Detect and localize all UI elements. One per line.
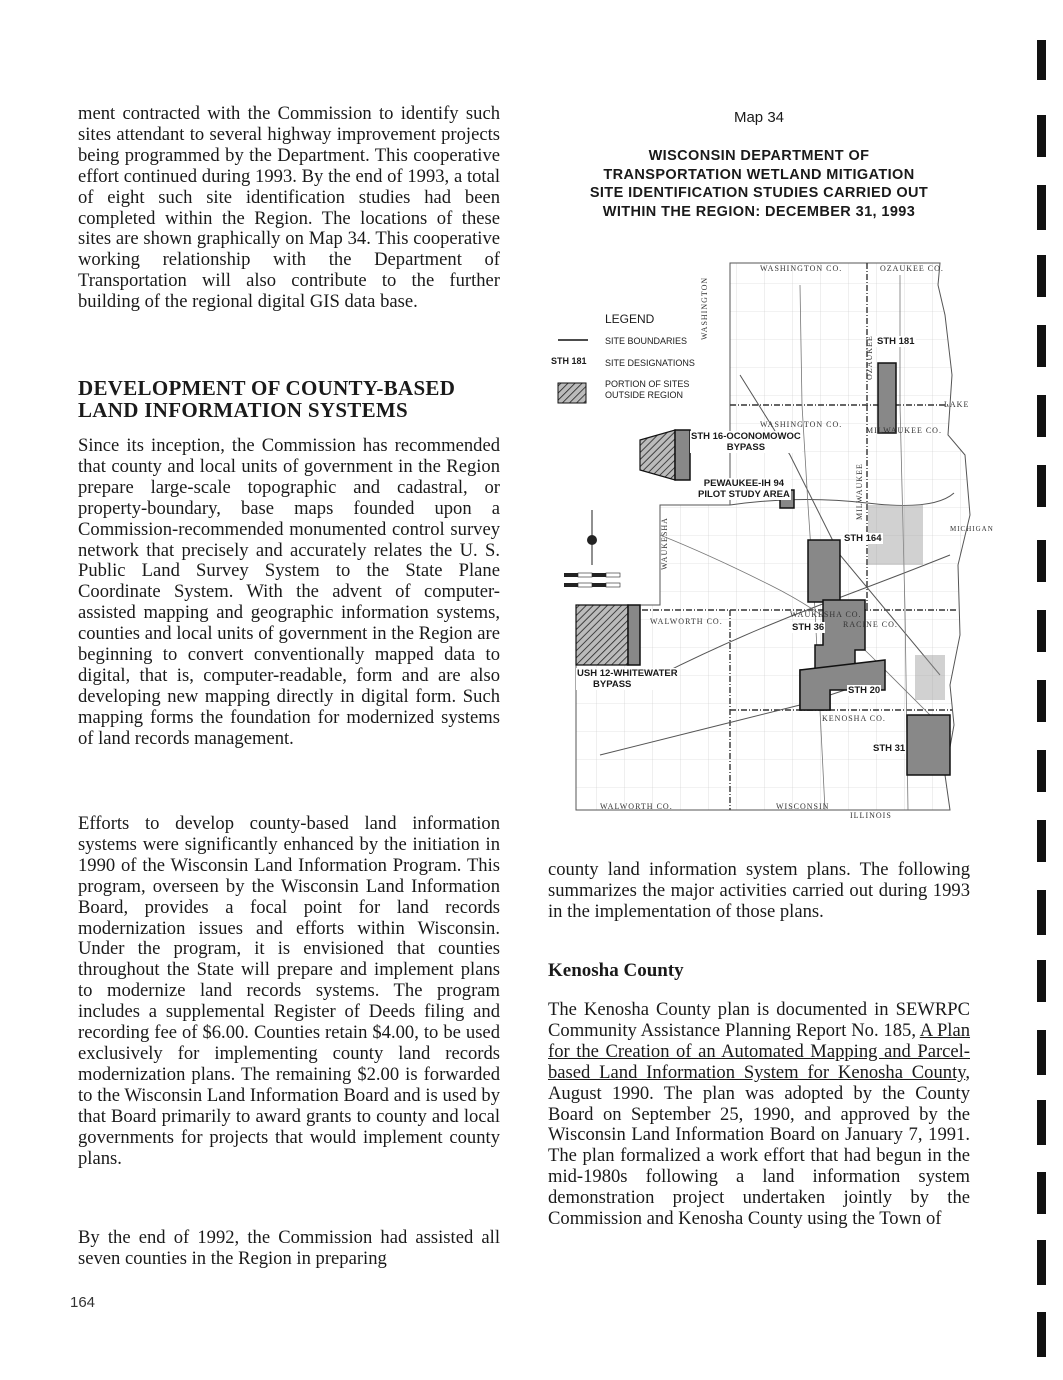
binder-mark: [1037, 395, 1046, 437]
site-label-ush12: [576, 668, 679, 690]
paragraph-inception: Since its inception, the Commission has recommended that county and local units of government in the Region prepare large-scale topographic and cadastral, or property-boundary, base maps founded upon a Commission-recommended monumented control survey network that precisely and accurately relates the U. S. Public Land Survey System to the State Plane Coordinate System. With the advent of computer-assisted mapping and geographic information systems, counties and local units of government in the Region are beginning to convert conventionally mapped data to digital, that is, computer-readable, form and are also developing new mapping directly in digital form. Such mapping forms the foundation for modernized systems of land records management.: [78, 435, 500, 749]
site-label-sth181: STH 181: [877, 336, 915, 347]
map-number: Map 34: [733, 109, 785, 126]
binder-mark: [1037, 40, 1046, 80]
urban-area: [915, 655, 945, 700]
site-sth16: [675, 430, 690, 480]
heading-line-1: DEVELOPMENT OF COUNTY-BASED: [78, 376, 456, 400]
map-title-line-2: TRANSPORTATION WETLAND MITIGATION: [603, 166, 915, 183]
section-heading: [78, 377, 508, 421]
binder-mark: [1037, 1312, 1046, 1357]
legend-outside: [605, 379, 689, 401]
binder-mark: [1037, 255, 1046, 297]
site-label-sth16-line-2: BYPASS: [726, 442, 766, 453]
binder-mark: [1037, 115, 1046, 157]
binder-mark: [1037, 540, 1046, 582]
binder-mark: [1037, 465, 1046, 507]
binder-mark: [1037, 325, 1046, 367]
kenosha-heading: Kenosha County: [548, 960, 684, 981]
binder-mark: [1037, 750, 1046, 792]
county-label: MICHIGAN: [950, 525, 994, 533]
paragraph-county-plans: county land information system plans. The following summarizes the major activities carried out during 1993 in the implementation of those plans.: [548, 859, 970, 922]
page-number: 164: [70, 1294, 96, 1311]
site-label-sth16-line-1: STH 16-OCONOMOWOC: [691, 431, 801, 442]
site-label-ush12-line-1: USH 12-WHITEWATER: [577, 668, 678, 679]
kenosha-text-end: , August 1990. The plan was adopted by the County Board on September 25, 1990, and approved by the Wisconsin Land Information Board on January 7, 1991. The plan formalized a work effort that had begun in the mid-1980s following a land information system demonstration project undertaken jointly by the Commission and Kenosha County using the Town of: [548, 1061, 970, 1230]
paragraph-intro: ment contracted with the Commission to identify such sites attendant to several highway improvement projects being programmed by the Department. This cooperative effort continued during 1993. By the end of 1993, a total of eight such site identification studies had been completed within the Region. The locations of these sites are shown graphically on Map 34. This cooperative working relationship with the Department of Transportation will also contribute to the further building of the regional digital GIS data base.: [78, 103, 500, 313]
scale-bar: [564, 573, 620, 587]
county-label: WALWORTH CO.: [650, 617, 723, 626]
binder-mark: [1037, 960, 1046, 1002]
site-label-pewaukee-line-1: PEWAUKEE-IH 94: [703, 478, 785, 489]
binder-mark: [1037, 1172, 1046, 1214]
county-label: WAUKESHA CO.: [790, 610, 862, 619]
site-sth31: [907, 715, 950, 775]
kenosha-text-start: The Kenosha County plan is documented in SEWRPC Community Assistance Planning Report No. 185,: [548, 999, 970, 1041]
binder-mark: [1037, 610, 1046, 652]
site-label-sth36: STH 36: [792, 622, 825, 633]
county-label: OZAUKEE: [865, 335, 874, 380]
legend-outside-line-2: OUTSIDE REGION: [605, 390, 684, 400]
legend-site-boundaries: SITE BOUNDARIES: [605, 336, 688, 346]
binder-mark: [1037, 1240, 1046, 1285]
legend-designation-sample: STH 181: [551, 356, 587, 366]
binder-mark: [1037, 890, 1046, 935]
paragraph-1992: By the end of 1992, the Commission had assisted all seven counties in the Region in preparing: [78, 1227, 500, 1269]
site-ush12-outside: [576, 605, 628, 665]
site-label-pewaukee-line-2: PILOT STUDY AREA: [698, 489, 790, 500]
legend-outside-sample: [558, 383, 586, 403]
map-title-line-1: WISCONSIN DEPARTMENT OF: [648, 148, 870, 164]
county-label: WASHINGTON: [700, 276, 709, 340]
kenosha-report-title: A Plan for the Creation of an Automated Mapping and Parcel-based Land Information System for Kenosha County: [548, 1019, 971, 1083]
paragraph-kenosha: [548, 1000, 970, 1230]
binder-mark: [1037, 185, 1046, 230]
binder-mark: [1037, 1100, 1046, 1145]
site-sth16-outside: [640, 430, 675, 480]
site-label-sth16: [690, 431, 802, 453]
county-label: KENOSHA CO.: [822, 714, 886, 723]
county-label: WISCONSIN: [776, 802, 830, 811]
legend-title: LEGEND: [605, 312, 655, 326]
county-label: ILLINOIS: [850, 811, 892, 820]
paragraph-wlip: Efforts to develop county-based land information systems were significantly enhanced by the initiation in 1990 of the Wisconsin Land Information Program. This program, overseen by the Wisconsin Land Information Board, provides a focal point for land records modernization issues and efforts within Wisconsin. Under the program, it is envisioned that counties throughout the State will prepare and implement plans to modernize land records systems. The program includes a supplemental Register of Deeds filing and recording fee of $6.00. Counties retain $4.00, to be used exclusively for implementing county land records modernization plans. The remaining $2.00 is forwarded to the Wisconsin Land Information Board and is used by that Board primarily to award grants to county and local governments for projects that would implement county plans.: [78, 813, 500, 1169]
map-title: [548, 147, 970, 221]
site-ush12: [628, 605, 640, 665]
site-label-sth31: STH 31: [873, 743, 906, 754]
binder-mark: [1037, 680, 1046, 722]
county-label: MILWAUKEE CO.: [866, 426, 942, 435]
county-label: WALWORTH CO.: [600, 802, 673, 811]
site-sth164: [808, 540, 840, 602]
legend-outside-line-1: PORTION OF SITES: [605, 379, 690, 389]
site-sth181: [878, 363, 896, 433]
binder-mark: [1037, 1030, 1046, 1075]
map-title-line-4: WITHIN THE REGION: DECEMBER 31, 1993: [602, 203, 916, 220]
site-label-ush12-line-2: BYPASS: [593, 679, 632, 690]
county-label: WAUKESHA: [660, 517, 669, 570]
county-label: WASHINGTON CO.: [760, 264, 843, 273]
legend-site-designations: SITE DESIGNATIONS: [605, 358, 695, 368]
county-label: MILWAUKEE: [855, 463, 864, 520]
county-label: WASHINGTON CO.: [760, 420, 843, 429]
county-label: OZAUKEE CO.: [880, 264, 944, 273]
county-label: LAKE: [944, 400, 970, 409]
heading-line-2: LAND INFORMATION SYSTEMS: [78, 398, 409, 422]
north-arrow: [587, 535, 597, 545]
site-label-sth20: STH 20: [848, 685, 881, 696]
map-title-line-3: SITE IDENTIFICATION STUDIES CARRIED OUT: [589, 185, 929, 201]
site-label-pewaukee: [697, 478, 791, 500]
site-label-sth164: STH 164: [844, 533, 882, 544]
county-label: RACINE CO.: [843, 620, 898, 629]
binder-mark: [1037, 820, 1046, 862]
